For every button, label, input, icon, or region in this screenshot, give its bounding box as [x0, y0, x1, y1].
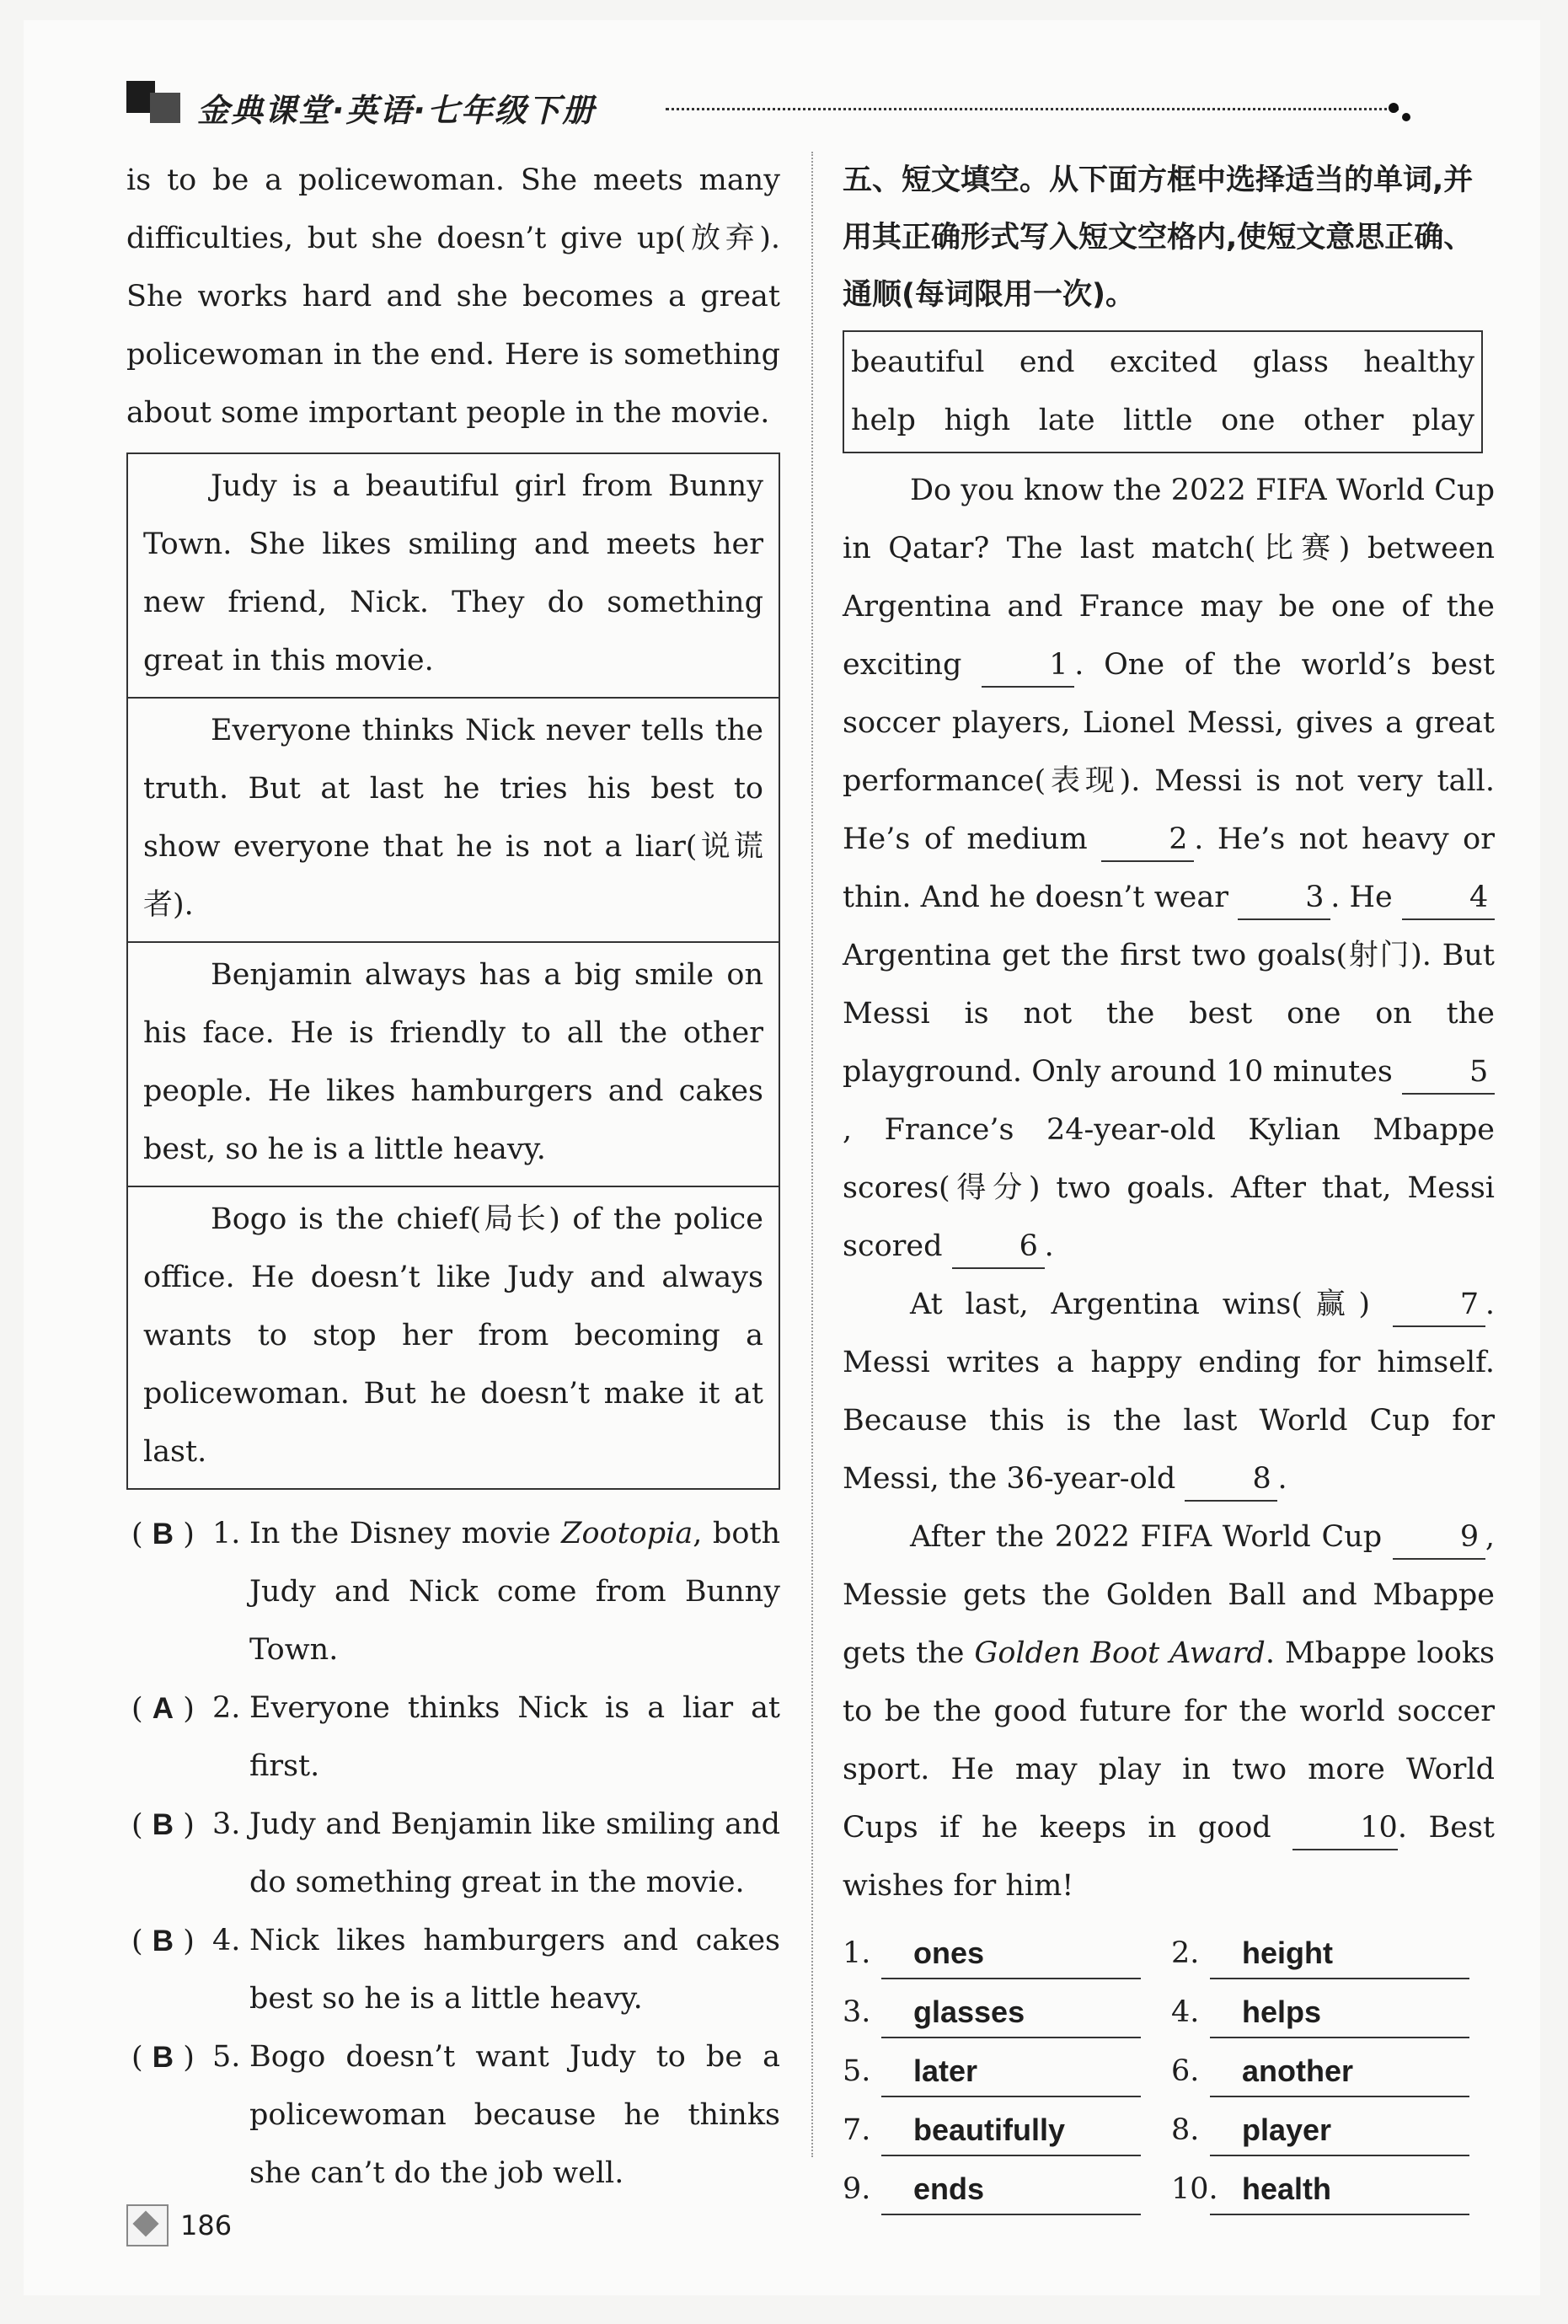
page-number: 186 — [180, 2209, 233, 2241]
question-item: ( A ) 2. Everyone thinks Nick is a liar at first. — [131, 1691, 780, 1783]
intro-paragraph: is to be a policewoman. She meets many difficulties, but she doesn’t give up(放弃). She works hard and she becomes a great policewoman in the end. Here is something about some important people in the movie. — [126, 163, 780, 430]
question-item: ( B ) 1. In the Disney movie Zootopia, both Judy and Nick come from Bunny Town. — [131, 1517, 780, 1667]
right-column — [843, 152, 1495, 2215]
character-box-bogo: Bogo is the chief(局长) of the police office. He doesn’t like Judy and always wants to stop her from becoming a policewoman. But he doesn’t make it at last. — [143, 1202, 763, 1469]
blank-4[interactable]: 4 — [1402, 876, 1495, 920]
answer-item: 10. health — [1171, 2163, 1500, 2215]
character-boxes — [126, 452, 780, 1490]
answer-item: 9. ends — [843, 2163, 1171, 2215]
left-column — [126, 152, 780, 2203]
passage-paragraph-1: Do you know the 2022 FIFA World Cup in Qatar? The last match(比赛) between Argentina and France may be one of the exciting 1 . One of the world’s best soccer players, Lionel Messi, gives a great performance(表现). Messi is not very tall. He’s of medium 2 . He’s not heavy or thin. And he doesn’t wear 3 . He 4 Argentina get the first two goals(射门). But Messi is not the best one on the playground. Only around 10 minutes 5, France’s 24-year-old Kylian Mbappe scores(得分) two goals. After that, Messi scored 6 . — [843, 462, 1495, 1276]
answer-field[interactable]: later — [881, 2047, 1141, 2097]
passage-paragraph-3: After the 2022 FIFA World Cup 9 , Messie gets the Golden Ball and Mbappe gets the Golden Boot Award. Mbappe looks to be the good future for the world soccer sport. He may play in two more World Cups if he keeps in good 10. Best wishes for him! — [843, 1508, 1495, 1915]
question-answer: A — [152, 1692, 174, 1725]
question-answer: B — [152, 1925, 174, 1957]
answer-item: 1. ones — [843, 1927, 1171, 1979]
answer-item: 5. later — [843, 2045, 1171, 2097]
judgement-questions — [126, 1505, 780, 2203]
column-divider — [811, 152, 813, 2157]
question-answer: B — [152, 1808, 174, 1841]
section-title: 五、短文填空。从下面方框中选择适当的单词,并用其正确形式写入短文空格内,使短文意思正确、通顺(每词限用一次)。 — [843, 163, 1474, 312]
answer-item: 8. player — [1171, 2104, 1500, 2156]
question-item: ( B ) 4. Nick likes hamburgers and cakes best so he is a little heavy. — [131, 1924, 780, 2016]
header-dot-icon — [1389, 103, 1399, 113]
page-footer — [126, 2204, 232, 2246]
answer-field[interactable]: ends — [881, 2165, 1141, 2215]
answer-grid — [843, 1927, 1495, 2215]
header-logo-blocks — [126, 81, 185, 123]
page-header — [126, 81, 1407, 131]
answer-field[interactable]: player — [1210, 2106, 1469, 2156]
blank-1[interactable]: 1 — [982, 644, 1074, 688]
answer-field[interactable]: height — [1210, 1929, 1469, 1979]
blank-9[interactable]: 9 — [1393, 1516, 1485, 1560]
word-box — [843, 330, 1483, 453]
answer-field[interactable]: health — [1210, 2165, 1469, 2215]
word-box-row: beautiful end excited glass healthy — [851, 345, 1474, 379]
answer-item: 4. helps — [1171, 1986, 1500, 2038]
answer-item: 2. height — [1171, 1927, 1500, 1979]
answer-field[interactable]: glasses — [881, 1988, 1141, 2038]
question-answer: B — [152, 1518, 174, 1550]
blank-2[interactable]: 2 — [1101, 818, 1194, 862]
answer-field[interactable]: another — [1210, 2047, 1469, 2097]
question-item: ( B ) 5. Bogo doesn’t want Judy to be a policewoman because he thinks she can’t do the job well. — [131, 2040, 780, 2190]
answer-item: 3. glasses — [843, 1986, 1171, 2038]
question-item: ( B ) 3. Judy and Benjamin like smiling and do something great in the movie. — [131, 1807, 780, 1899]
answer-field[interactable]: ones — [881, 1929, 1141, 1979]
passage-paragraph-2: At last, Argentina wins(赢) 7 . Messi writes a happy ending for himself. Because this is the last World Cup for Messi, the 36-year-old 8 . — [843, 1276, 1495, 1508]
answer-field[interactable]: beautifully — [881, 2106, 1141, 2156]
character-box-benjamin: Benjamin always has a big smile on his face. He is friendly to all the other people. He likes hamburgers and cakes best, so he is a little heavy. — [128, 943, 779, 1187]
diamond-icon — [126, 2204, 169, 2246]
question-answer: B — [152, 2041, 174, 2074]
blank-8[interactable]: 8 — [1185, 1458, 1277, 1502]
blank-3[interactable]: 3 — [1238, 876, 1330, 920]
header-dot-icon — [1402, 113, 1410, 121]
character-box-judy: Judy is a beautiful girl from Bunny Town. She likes smiling and meets her new friend, Nick. They do something great in this movie. — [128, 454, 779, 699]
answer-field[interactable]: helps — [1210, 1988, 1469, 2038]
character-box-nick: Everyone thinks Nick never tells the truth. But at last he tries his best to show everyone that he is not a liar(说谎者). — [128, 699, 779, 943]
blank-5[interactable]: 5 — [1402, 1051, 1495, 1095]
header-dotted-line — [666, 108, 1399, 110]
blank-10[interactable]: 10 — [1292, 1807, 1398, 1850]
blank-6[interactable]: 6 — [952, 1225, 1045, 1269]
word-box-row: help high late little one other play — [851, 404, 1474, 437]
blank-7[interactable]: 7 — [1393, 1283, 1485, 1327]
answer-item: 6. another — [1171, 2045, 1500, 2097]
header-title: 金典课堂·英语·七年级下册 — [197, 92, 596, 129]
answer-item: 7. beautifully — [843, 2104, 1171, 2156]
